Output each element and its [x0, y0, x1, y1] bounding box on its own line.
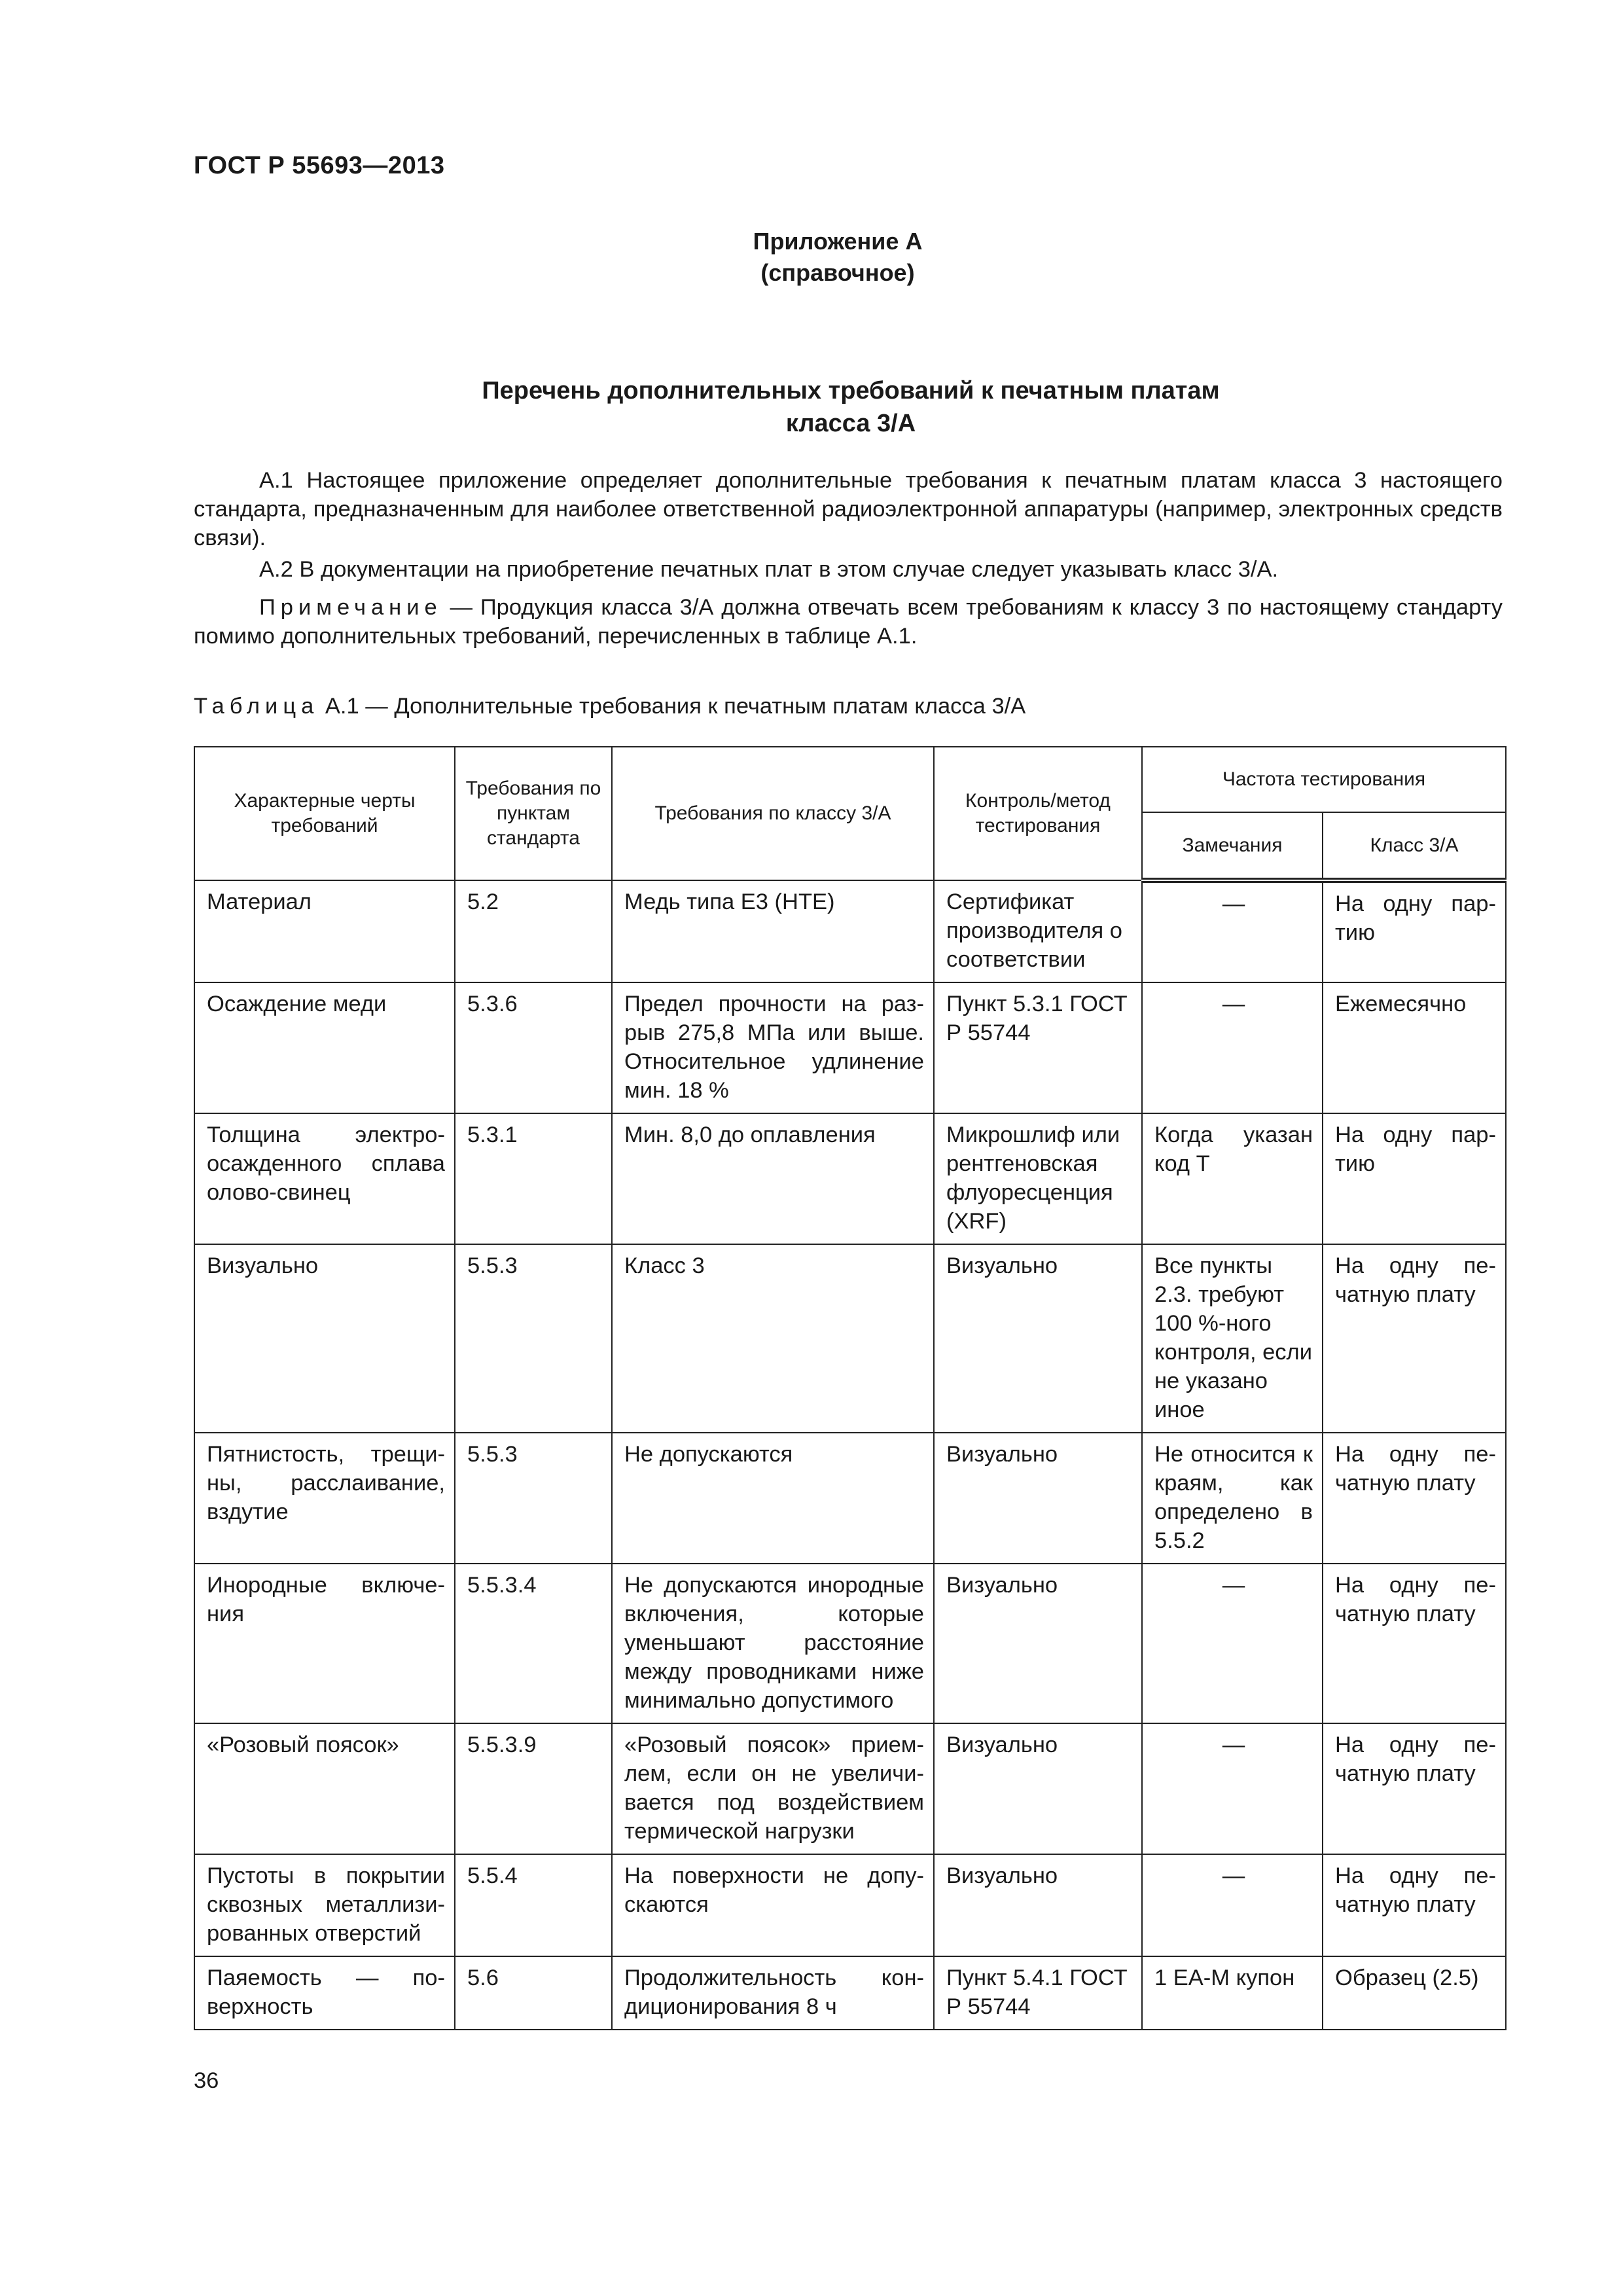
paragraph-a1: А.1 Настоящее приложение определяет дополнительные требования к печатным платам класса 3 настоящего стандарта, предназначенным для наиболее ответственной радиоэлектронной аппаратуры (например, электронных средств связи).: [194, 468, 1503, 550]
table-caption: [194, 694, 1026, 719]
cell-clause: 5.3.1: [455, 1113, 612, 1244]
appendix-heading: [0, 226, 1623, 289]
requirements-table: [194, 746, 1507, 2030]
document-header: ГОСТ Р 55693—2013: [194, 152, 445, 179]
cell-class: На одну печатную плату: [1323, 1723, 1506, 1854]
cell-feature: Материал: [194, 880, 455, 982]
cell-method: Пункт 5.3.1 ГОСТ Р 55744: [934, 982, 1142, 1113]
note-paragraph: [194, 593, 1503, 651]
cell-feature: «Розовый поясок»: [194, 1723, 455, 1854]
header-requirements: Требования по классу 3/А: [612, 747, 934, 880]
cell-method: Пункт 5.4.1 ГОСТ Р 55744: [934, 1956, 1142, 2030]
header-method: Контроль/метод тестирования: [934, 747, 1142, 880]
cell-class: Образец (2.5): [1323, 1956, 1506, 2030]
cell-remark: 1 EA-M купон: [1142, 1956, 1323, 2030]
table-caption-label: Таблица: [194, 694, 319, 719]
page-number: 36: [194, 2068, 219, 2093]
cell-remark: —: [1142, 1723, 1323, 1854]
cell-remark: Все пункты 2.3. требуют 100 %-ного контроля, если не указано иное: [1142, 1244, 1323, 1433]
cell-clause: 5.5.3.4: [455, 1564, 612, 1723]
table-row: [194, 1564, 1506, 1723]
cell-class: Ежемесячно: [1323, 982, 1506, 1113]
cell-clause: 5.6: [455, 1956, 612, 2030]
cell-requirement: Мин. 8,0 до оплавления: [612, 1113, 934, 1244]
cell-requirement: Продолжительность кондиционирования 8 ч: [612, 1956, 934, 2030]
table-row: [194, 1956, 1506, 2030]
table-row: [194, 880, 1506, 982]
cell-class: На одну партию: [1323, 880, 1506, 982]
cell-method: Визуально: [934, 1723, 1142, 1854]
table-row: [194, 1244, 1506, 1433]
cell-clause: 5.5.3: [455, 1433, 612, 1564]
cell-method: Сертификат производителя о соответствии: [934, 880, 1142, 982]
cell-clause: 5.5.3: [455, 1244, 612, 1433]
title-line-2: класса 3/А: [785, 410, 916, 437]
table-caption-text: А.1 — Дополнительные требования к печатным платам класса 3/А: [319, 694, 1026, 719]
note-label: Примечание: [259, 595, 442, 620]
cell-remark: —: [1142, 880, 1323, 982]
cell-feature: Визуально: [194, 1244, 455, 1433]
cell-class: На одну печатную плату: [1323, 1854, 1506, 1956]
table-row: [194, 1723, 1506, 1854]
appendix-type: (справочное): [760, 259, 915, 286]
cell-class: На одну печатную плату: [1323, 1564, 1506, 1723]
header-frequency: Частота тестирования: [1142, 747, 1506, 812]
cell-method: Визуально: [934, 1854, 1142, 1956]
header-remarks: Замечания: [1142, 812, 1323, 880]
cell-feature: Пустоты в покрытии сквозных металлизированных отверстий: [194, 1854, 455, 1956]
cell-clause: 5.5.4: [455, 1854, 612, 1956]
cell-requirement: Класс 3: [612, 1244, 934, 1433]
cell-feature: Инородные включения: [194, 1564, 455, 1723]
appendix-title: [0, 374, 1623, 440]
header-features: Характерные черты требований: [194, 747, 455, 880]
cell-feature: Толщина электроосажденного сплава олово-свинец: [194, 1113, 455, 1244]
paragraph-a2: А.2 В документации на приобретение печатных плат в этом случае следует указывать класс 3/А.: [259, 557, 1279, 582]
header-class: Класс 3/А: [1323, 812, 1506, 880]
cell-remark: —: [1142, 1854, 1323, 1956]
cell-clause: 5.5.3.9: [455, 1723, 612, 1854]
cell-method: Микрошлиф или рентгеновская флуоресценция (XRF): [934, 1113, 1142, 1244]
cell-class: На одну печатную плату: [1323, 1244, 1506, 1433]
cell-method: Визуально: [934, 1433, 1142, 1564]
cell-class: На одну партию: [1323, 1113, 1506, 1244]
cell-method: Визуально: [934, 1564, 1142, 1723]
cell-clause: 5.2: [455, 880, 612, 982]
cell-requirement: На поверхности не допускаются: [612, 1854, 934, 1956]
cell-remark: Когда указан код Т: [1142, 1113, 1323, 1244]
title-line-1: Перечень дополнительных требований к печатным платам: [482, 377, 1220, 404]
cell-remark: Не относится к краям, как определено в 5.5.2: [1142, 1433, 1323, 1564]
cell-requirement: «Розовый поясок» приемлем, если он не увеличивается под воздействием термической нагрузки: [612, 1723, 934, 1854]
cell-class: На одну печатную плату: [1323, 1433, 1506, 1564]
header-clauses: Требования по пунктам стандарта: [455, 747, 612, 880]
note-text: — Продукция класса 3/А должна отвечать всем требованиям к классу 3 по настоящему стандарту помимо дополнительных требований, перечисленных в таблице А.1.: [194, 595, 1503, 649]
table-row: [194, 1433, 1506, 1564]
table-row: [194, 1113, 1506, 1244]
cell-feature: Осаждение меди: [194, 982, 455, 1113]
cell-feature: Пятнистость, трещины, расслаивание, вздутие: [194, 1433, 455, 1564]
body-text: [194, 466, 1503, 651]
cell-clause: 5.3.6: [455, 982, 612, 1113]
cell-method: Визуально: [934, 1244, 1142, 1433]
table-row: [194, 1854, 1506, 1956]
cell-requirement: Предел прочности на разрыв 275,8 МПа или выше. Относительное удлинение мин. 18 %: [612, 982, 934, 1113]
cell-requirement: Медь типа Е3 (НТЕ): [612, 880, 934, 982]
table-row: [194, 982, 1506, 1113]
appendix-label: Приложение А: [753, 228, 923, 255]
cell-requirement: Не допускаются: [612, 1433, 934, 1564]
cell-feature: Паяемость — поверхность: [194, 1956, 455, 2030]
cell-remark: —: [1142, 982, 1323, 1113]
cell-requirement: Не допускаются инородные включения, которые уменьшают расстояние между проводниками ниже минимально допустимого: [612, 1564, 934, 1723]
cell-remark: —: [1142, 1564, 1323, 1723]
